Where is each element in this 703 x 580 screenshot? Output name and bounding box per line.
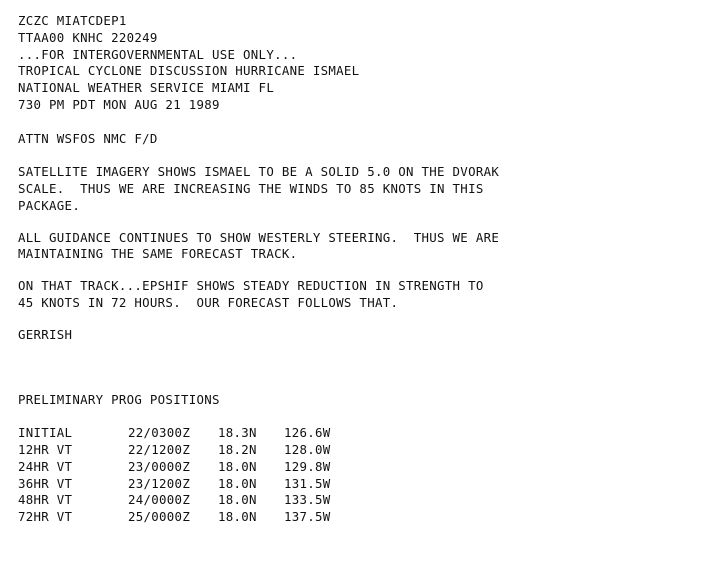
row-label: 72HR VT <box>18 509 73 525</box>
row-time: 23/1200Z <box>128 475 191 491</box>
row-label: 36HR VT <box>18 475 73 491</box>
forecaster-signature: GERRISH <box>18 326 73 342</box>
row-longitude: 137.5W <box>284 509 331 525</box>
paragraph-line: ALL GUIDANCE CONTINUES TO SHOW WESTERLY STEERING. THUS WE ARE <box>18 229 500 245</box>
table-row <box>18 442 688 459</box>
row-longitude: 126.6W <box>284 425 331 441</box>
paragraph-line: MAINTAINING THE SAME FORECAST TRACK. <box>18 246 298 262</box>
row-time: 23/0000Z <box>128 458 191 474</box>
paragraph-guidance <box>18 230 688 264</box>
attn-line: ATTN WSFOS NMC F/D <box>18 130 158 146</box>
row-time: 24/0000Z <box>128 492 191 508</box>
spacer <box>18 344 688 392</box>
paragraph-line: PACKAGE. <box>18 197 81 213</box>
positions-title: PRELIMINARY PROG POSITIONS <box>18 391 220 407</box>
paragraph-line: ON THAT TRACK...EPSHIF SHOWS STEADY REDUCTION IN STRENGTH TO <box>18 278 484 294</box>
spacer <box>18 114 688 131</box>
row-time: 22/1200Z <box>128 441 191 457</box>
row-latitude: 18.2N <box>218 441 257 457</box>
paragraph-satellite <box>18 164 688 214</box>
header-block <box>18 13 688 114</box>
positions-table <box>18 425 688 526</box>
row-time: 22/0300Z <box>128 425 191 441</box>
spacer <box>18 215 688 230</box>
spacer <box>18 312 688 327</box>
row-longitude: 128.0W <box>284 441 331 457</box>
row-latitude: 18.0N <box>218 492 257 508</box>
paragraph-line: SATELLITE IMAGERY SHOWS ISMAEL TO BE A SOLID 5.0 ON THE DVORAK <box>18 164 500 180</box>
row-label: 24HR VT <box>18 458 73 474</box>
row-latitude: 18.0N <box>218 509 257 525</box>
paragraph-line: 45 KNOTS IN 72 HOURS. OUR FORECAST FOLLOWS THAT. <box>18 294 399 310</box>
row-longitude: 129.8W <box>284 458 331 474</box>
discussion-document <box>18 13 688 526</box>
spacer <box>18 408 688 425</box>
table-row <box>18 492 688 509</box>
row-latitude: 18.0N <box>218 458 257 474</box>
row-latitude: 18.3N <box>218 425 257 441</box>
row-label: INITIAL <box>18 425 73 441</box>
header-line: ...FOR INTERGOVERNMENTAL USE ONLY... <box>18 46 298 62</box>
spacer <box>18 147 688 164</box>
row-time: 25/0000Z <box>128 509 191 525</box>
header-line: NATIONAL WEATHER SERVICE MIAMI FL <box>18 80 275 96</box>
paragraph-line: SCALE. THUS WE ARE INCREASING THE WINDS TO 85 KNOTS IN THIS <box>18 180 484 196</box>
header-line: TROPICAL CYCLONE DISCUSSION HURRICANE ISMAEL <box>18 63 360 79</box>
table-row <box>18 459 688 476</box>
row-longitude: 133.5W <box>284 492 331 508</box>
table-row <box>18 425 688 442</box>
row-longitude: 131.5W <box>284 475 331 491</box>
header-line: ZCZC MIATCDEP1 <box>18 13 127 28</box>
header-line: 730 PM PDT MON AUG 21 1989 <box>18 96 220 112</box>
row-label: 12HR VT <box>18 441 73 457</box>
spacer <box>18 263 688 278</box>
table-row <box>18 476 688 493</box>
paragraph-track <box>18 278 688 312</box>
header-line: TTAA00 KNHC 220249 <box>18 29 158 45</box>
table-row <box>18 509 688 526</box>
row-latitude: 18.0N <box>218 475 257 491</box>
row-label: 48HR VT <box>18 492 73 508</box>
